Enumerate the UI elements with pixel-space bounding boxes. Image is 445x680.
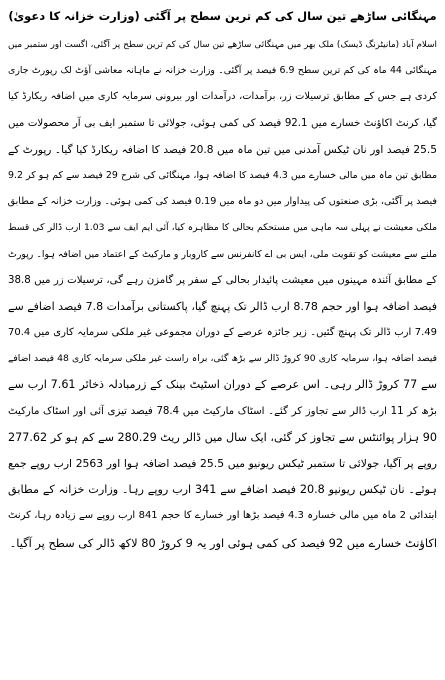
article-headline: مہنگائی ساڑھے تین سال کی کم ترین سطح پر آگئی (وزارت خزانہ کا دعویٰ) bbox=[8, 9, 437, 23]
body-line: 90 ہزار پوائنٹس سے تجاوز کر گئی، ایک سال میں ڈالر ریٹ 280.29 سے کم ہو کر 277.62 bbox=[8, 430, 437, 444]
body-line: اکاؤنٹ خسارے میں 92 فیصد کی کمی ہوئی اور یہ 9 کروڑ 80 لاکھ ڈالر کی سطح پر آگیا۔ bbox=[9, 535, 437, 550]
article-body bbox=[8, 32, 437, 556]
body-line: 25.5 فیصد اور نان ٹیکس آمدنی میں تین ماہ میں 20.8 فیصد کا اضافہ ریکارڈ کیا گیا۔ رپورٹ کے bbox=[8, 143, 438, 156]
body-line: مہنگائی 44 ماہ کی کم ترین سطح 6.9 فیصد پر آگئی۔ وزارت خزانہ نے ماہانہ معاشی آؤٹ لک رپورٹ جاری bbox=[8, 65, 438, 77]
body-line: ہوئے۔ نان ٹیکس ریونیو 20.8 فیصد اضافے سے 341 ارب روپے رہا۔ وزارت خزانہ کے مطابق bbox=[8, 483, 437, 497]
body-line: ابتدائی 2 ماہ میں مالی خسارہ 4.3 فیصد بڑھا اور خسارے کا حجم 841 ارب روپے سے زیادہ رہا، کرنٹ bbox=[8, 510, 438, 522]
body-line: سے 77 کروڑ ڈالر رہی۔ اس عرصے کے دوران اسٹیٹ بینک کے زرمبادلہ ذخائر 7.61 ارب سے bbox=[8, 378, 437, 392]
body-line: فیصد پر آگئی، بڑی صنعتوں کی پیداوار میں دو ماہ میں 0.19 فیصد کی کمی ہوئی۔ وزارت خزانہ کے مطابق bbox=[7, 196, 437, 208]
body-line: کے مطابق آئندہ مہینوں میں معیشت پائیدار بحالی کے سفر پر گامزن رہے گی، ترسیلات زر میں 38.8 bbox=[8, 274, 437, 286]
body-line: ملنے سے معیشت کو تقویت ملی، ایس بی اے کانفرنس سے کاروبار و مارکیٹ کے اعتماد میں اضافہ ہوا۔ رپورٹ bbox=[8, 248, 437, 260]
body-line: کردی ہے جس کے مطابق ترسیلات زر، برآمدات، درآمدات اور بیرونی سرمایہ کاری میں اضافہ ریکارڈ کیا bbox=[8, 91, 437, 103]
body-line: ملکی معیشت نے پہلی سہ ماہی میں مستحکم بحالی کا مظاہرہ کیا، آئی ایم ایف سے 1.03 ارب ڈالر کی قسط bbox=[8, 222, 437, 234]
body-line: فیصد اضافہ ہوا، سرمایہ کاری 90 کروڑ ڈالر سے بڑھ گئی، براہ راست غیر ملکی سرمایہ کاری 48 فیصد اضافے bbox=[8, 353, 437, 365]
body-line: اسلام آباد (مانیٹرنگ ڈیسک) ملک بھر میں مہنگائی ساڑھے تین سال کی کم ترین سطح پر آگئی، اگست اور ستمبر میں bbox=[8, 40, 437, 50]
body-line: فیصد اضافہ ہوا اور حجم 8.78 ارب ڈالر تک پہنچ گیا، پاکستانی برآمدات 7.8 فیصد اضافے سے bbox=[8, 299, 437, 313]
body-line: روپے پر آگیا، جولائی تا ستمبر ٹیکس ریونیو میں 25.5 فیصد اضافہ ہوا اور 2563 ارب روپے جمع bbox=[8, 457, 437, 470]
body-line: 7.49 ارب ڈالر تک پہنچ گئیں۔ زیر جائزہ عرصے کے دوران مجموعی غیر ملکی سرمایہ کاری میں 70.4 bbox=[8, 327, 437, 339]
body-line: مطابق تین ماہ میں مالی خسارے میں 4.3 فیصد کا اضافہ ہوا، مہنگائی کی شرح 29 فیصد سے کم ہو کر 9.2 bbox=[8, 169, 438, 181]
body-line: بڑھ کر 11 ارب ڈالر سے تجاوز کر گئے۔ اسٹاک مارکیٹ میں 78.4 فیصد تیزی آئی اور اسٹاک مارکیٹ bbox=[8, 405, 437, 417]
body-line: گیا، کرنٹ اکاؤنٹ خسارے میں 92.1 فیصد کی کمی ہوئی، جولائی تا ستمبر ایف بی آر محصولات میں bbox=[8, 117, 437, 129]
